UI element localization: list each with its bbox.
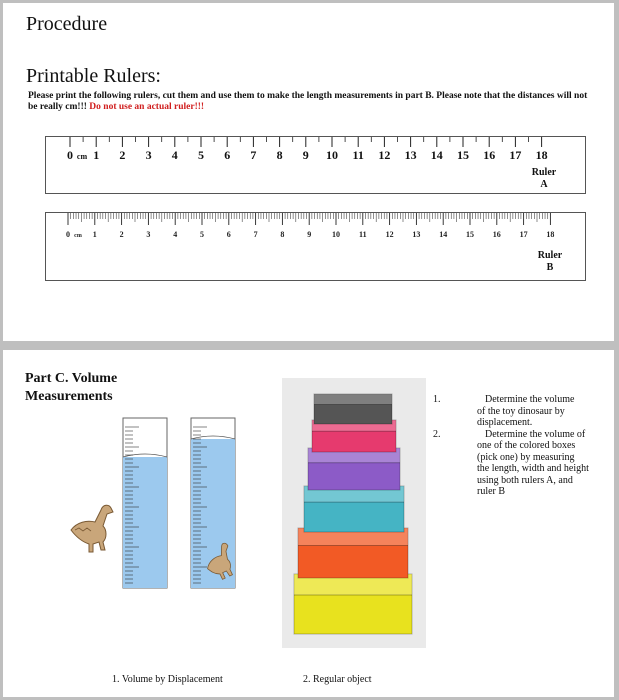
colored-box — [308, 448, 400, 490]
ruler-b-tick-label: 17 — [519, 230, 528, 239]
ruler-a-tick-label: 10 — [326, 148, 338, 162]
stacked-boxes-photo — [282, 378, 426, 648]
ruler-b-label — [528, 250, 572, 274]
ruler-a-tick-label: 2 — [119, 148, 126, 162]
colored-boxes-image — [282, 378, 426, 648]
ruler-b-tick-label: 12 — [385, 230, 394, 239]
ruler-a-tick-label: 12 — [378, 148, 391, 162]
ruler-b-tick-label: 6 — [226, 230, 231, 239]
ruler-b-tick-label: 18 — [546, 230, 555, 239]
ruler-a-label — [522, 167, 566, 191]
part-c-title-line2: Measurements — [25, 389, 113, 404]
ruler-b-label-word: Ruler — [537, 250, 563, 261]
procedure-panel — [3, 3, 614, 341]
ruler-b-scale — [46, 213, 585, 280]
warning-text: Do not use an actual ruler!!! — [89, 102, 205, 112]
ruler-a-tick-label: 0 — [67, 148, 73, 162]
colored-box — [304, 486, 404, 532]
ruler-b-tick-label: 9 — [307, 230, 312, 239]
ruler-b-tick-label: 0 — [66, 230, 70, 239]
displacement-illustration — [53, 405, 263, 625]
ruler-a-tick-label: 7 — [250, 148, 257, 162]
ruler-a-tick-label: 6 — [224, 148, 231, 162]
ruler-a-tick-label: 9 — [302, 148, 309, 162]
graduated-cylinder-before — [123, 418, 167, 588]
ruler-a-tick-label: 8 — [276, 148, 283, 162]
ruler-b-tick-label: 14 — [439, 230, 448, 239]
ruler-a-tick-label: 3 — [145, 148, 152, 162]
ruler-b-tick-label: 4 — [173, 230, 178, 239]
instructions-text — [28, 91, 598, 113]
step-1 — [433, 394, 603, 429]
ruler-a-tick-label: 5 — [198, 148, 204, 162]
part-c-panel — [3, 350, 614, 697]
ruler-b-tick-label: 5 — [200, 230, 204, 239]
colored-box — [312, 420, 396, 452]
step-1-number: 1. — [433, 394, 441, 405]
ruler-b-tick-label: 16 — [492, 230, 501, 239]
colored-box — [294, 574, 412, 634]
procedure-title: Procedure — [26, 13, 108, 35]
part-c-title — [25, 370, 117, 406]
caption-regular-object: 2. Regular object — [303, 674, 372, 685]
ruler-a-tick-label: 17 — [509, 148, 522, 162]
ruler-a-unit-label: cm — [76, 152, 88, 161]
ruler-b-tick-label: 7 — [253, 230, 258, 239]
ruler-a-tick-label: 14 — [430, 148, 443, 162]
part-c-title-line1: Part C. Volume — [25, 371, 118, 386]
graduated-cylinder-after — [191, 418, 240, 588]
ruler-b-label-letter: B — [546, 262, 554, 273]
ruler-a-tick-label: 16 — [483, 148, 496, 162]
ruler-b-tick-label: 3 — [146, 230, 151, 239]
ruler-a-tick-label: 18 — [535, 148, 548, 162]
ruler-b-tick-label: 13 — [412, 230, 421, 239]
colored-box — [298, 528, 408, 578]
ruler-a-tick-label: 11 — [352, 148, 364, 162]
caption-displacement: 1. Volume by Displacement — [112, 674, 223, 685]
ruler-a-scale — [46, 137, 585, 193]
ruler-b-tick-label: 2 — [119, 230, 124, 239]
ruler-a-tick-label: 13 — [404, 148, 417, 162]
dinosaur-icon — [71, 505, 113, 552]
ruler-b-tick-label: 10 — [332, 230, 340, 239]
ruler-a-label-word: Ruler — [531, 167, 557, 178]
rulers-heading: Printable Rulers: — [26, 65, 161, 87]
instructions-note: Please print the following rulers, cut them and use them to make the length measurements in part B. Please note that the distances will not be really cm!!! — [28, 91, 588, 112]
ruler-a-label-letter: A — [540, 179, 548, 190]
colored-box — [314, 394, 392, 424]
step-2 — [433, 429, 603, 498]
steps-list — [433, 394, 603, 498]
ruler-a-tick-label: 15 — [457, 148, 469, 162]
ruler-b-tick-label: 8 — [280, 230, 285, 239]
ruler-b-tick-label: 11 — [359, 230, 367, 239]
ruler-b-tick-label: 15 — [466, 230, 474, 239]
step-2-text: Determine the volume of one of the colored boxes (pick one) by measuring the length, width and height using both rulers A, and ruler B — [477, 428, 589, 497]
step-2-number: 2. — [433, 428, 441, 440]
ruler-b-tick-label: 1 — [92, 230, 97, 239]
ruler-b-unit-label: cm — [74, 233, 82, 239]
step-1-text: Determine the volume of the toy dinosaur by displacement. — [477, 394, 575, 428]
ruler-a-tick-label: 1 — [93, 148, 100, 162]
ruler-a — [45, 136, 586, 194]
ruler-a-tick-label: 4 — [171, 148, 178, 162]
ruler-b — [45, 212, 586, 281]
